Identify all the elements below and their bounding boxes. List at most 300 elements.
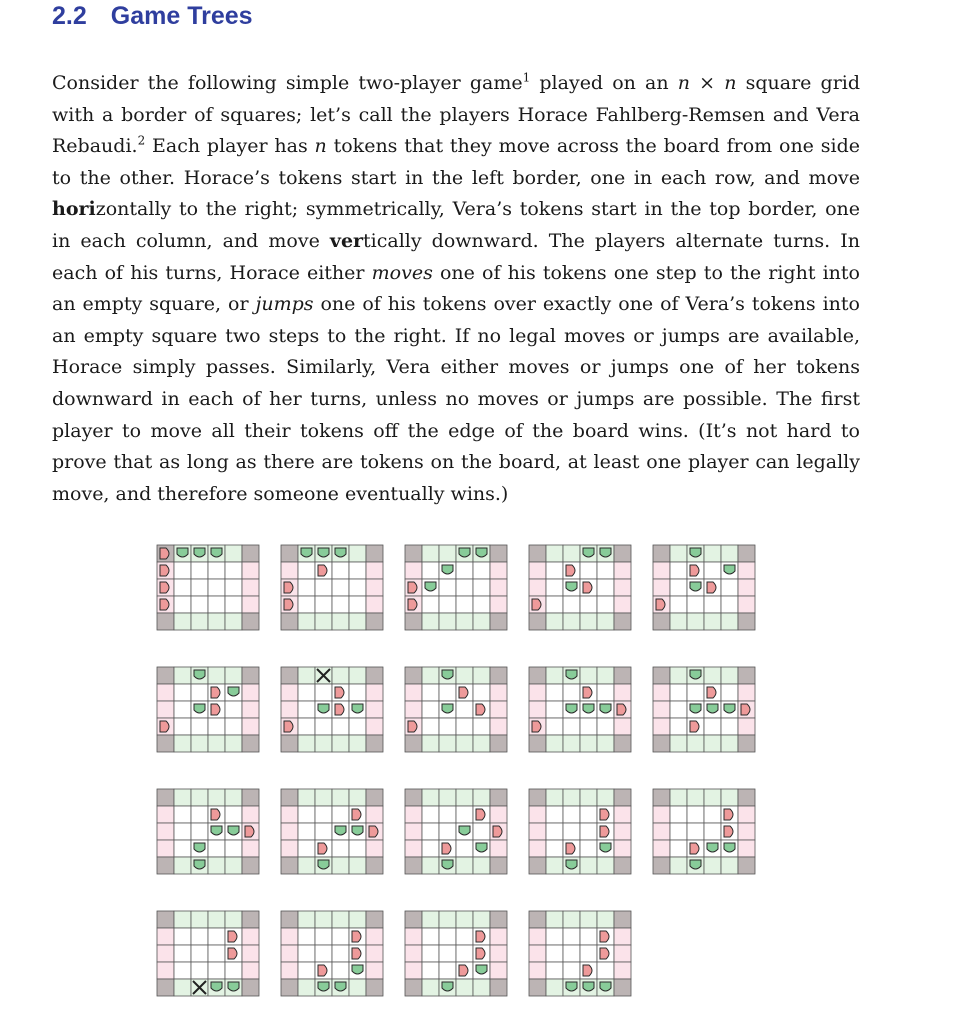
- board-cell: [174, 667, 191, 684]
- board-cell: [490, 701, 507, 718]
- horace-token: [284, 721, 293, 732]
- board-cell: [704, 735, 721, 752]
- board-cell: [208, 840, 225, 857]
- board-cell: [298, 789, 315, 806]
- board-cell: [157, 911, 174, 928]
- board-cell: [563, 928, 580, 945]
- board-cell: [174, 806, 191, 823]
- board-cell: [405, 962, 422, 979]
- board-cell: [225, 579, 242, 596]
- board-cell: [281, 613, 298, 630]
- board-cell: [529, 857, 546, 874]
- vera-token: [228, 982, 239, 991]
- horace-token: [690, 565, 699, 576]
- board-cell: [208, 562, 225, 579]
- vera-token: [690, 860, 701, 869]
- board-cell: [473, 735, 490, 752]
- board-cell: [281, 857, 298, 874]
- board-cell: [473, 562, 490, 579]
- board-cell: [597, 596, 614, 613]
- board-cell: [738, 857, 755, 874]
- board-cell: [614, 928, 631, 945]
- vera-token: [600, 548, 611, 557]
- game-board: [529, 911, 631, 996]
- vera-token: [228, 687, 239, 696]
- board-cell: [738, 579, 755, 596]
- vera-token: [724, 704, 735, 713]
- board-cell: [563, 718, 580, 735]
- board-cell: [614, 684, 631, 701]
- board-cell: [366, 718, 383, 735]
- board-cell: [721, 613, 738, 630]
- board-cell: [529, 613, 546, 630]
- board-cell: [281, 928, 298, 945]
- board-cell: [490, 579, 507, 596]
- board-cell: [281, 562, 298, 579]
- paragraph-run: Each player has: [145, 135, 315, 158]
- horace-token: [408, 599, 417, 610]
- board-cell: [456, 979, 473, 996]
- board-cell: [349, 579, 366, 596]
- board-cell: [580, 823, 597, 840]
- board-cell: [546, 562, 563, 579]
- board-cell: [670, 579, 687, 596]
- board-cell: [174, 596, 191, 613]
- board-cell: [456, 911, 473, 928]
- board-cell: [366, 789, 383, 806]
- board-cell: [422, 840, 439, 857]
- board-cell: [298, 718, 315, 735]
- game-board: [405, 789, 507, 874]
- board-cell: [191, 823, 208, 840]
- board-cell: [422, 718, 439, 735]
- board-cell: [546, 806, 563, 823]
- board-cell: [225, 857, 242, 874]
- vera-token: [690, 704, 701, 713]
- board-cell: [174, 684, 191, 701]
- board-cell: [670, 735, 687, 752]
- board-cell: [281, 684, 298, 701]
- board-cell: [687, 735, 704, 752]
- vera-token: [318, 704, 329, 713]
- vera-token: [600, 704, 611, 713]
- game-board: [653, 789, 755, 874]
- board-cell: [563, 789, 580, 806]
- board-cell: [157, 684, 174, 701]
- board-cell: [225, 562, 242, 579]
- board-cell: [174, 962, 191, 979]
- horace-token: [583, 965, 592, 976]
- board-cell: [157, 613, 174, 630]
- board-cell: [653, 545, 670, 562]
- board-cell: [191, 596, 208, 613]
- board-cell: [614, 962, 631, 979]
- board-cell: [157, 928, 174, 945]
- board-cell: [439, 579, 456, 596]
- board-cell: [529, 667, 546, 684]
- board-cell: [546, 684, 563, 701]
- board-cell: [738, 840, 755, 857]
- game-board: [281, 667, 383, 752]
- board-cell: [473, 596, 490, 613]
- vera-token: [476, 965, 487, 974]
- board-cell: [191, 928, 208, 945]
- board-cell: [208, 789, 225, 806]
- board-cell: [422, 562, 439, 579]
- board-cell: [191, 613, 208, 630]
- horace-token: [707, 687, 716, 698]
- footnote-mark: 2: [137, 133, 146, 148]
- board-cell: [529, 840, 546, 857]
- horace-token: [211, 687, 220, 698]
- board-cell: [191, 962, 208, 979]
- vera-token: [318, 548, 329, 557]
- board-cell: [439, 684, 456, 701]
- game-board: [405, 667, 507, 752]
- game-board: [653, 667, 755, 752]
- board-cell: [704, 667, 721, 684]
- section-number: 2.2: [52, 2, 87, 30]
- vera-token: [690, 548, 701, 557]
- board-cell: [191, 789, 208, 806]
- board-cell: [332, 579, 349, 596]
- board-cell: [439, 789, 456, 806]
- horace-token: [600, 931, 609, 942]
- board-cell: [546, 667, 563, 684]
- board-cell: [738, 806, 755, 823]
- board-cell: [405, 613, 422, 630]
- board-cell: [405, 806, 422, 823]
- board-cell: [281, 789, 298, 806]
- vera-token: [442, 982, 453, 991]
- board-cell: [529, 823, 546, 840]
- board-cell: [490, 667, 507, 684]
- vera-token: [352, 965, 363, 974]
- board-cell: [366, 962, 383, 979]
- board-cell: [225, 840, 242, 857]
- board-cell: [490, 945, 507, 962]
- board-cell: [422, 613, 439, 630]
- board-cell: [580, 735, 597, 752]
- board-cell: [191, 579, 208, 596]
- board-cell: [597, 667, 614, 684]
- horace-token: [228, 931, 237, 942]
- board-cell: [281, 840, 298, 857]
- board-cell: [738, 667, 755, 684]
- board-cell: [439, 962, 456, 979]
- board-cell: [439, 806, 456, 823]
- board-cell: [490, 718, 507, 735]
- board-cell: [281, 667, 298, 684]
- vera-token: [211, 982, 222, 991]
- board-cell: [225, 667, 242, 684]
- board-cell: [315, 684, 332, 701]
- board-cell: [456, 596, 473, 613]
- paragraph-run: tokens that they move across the board from one side to the other. Horace’s tokens start in the left border, one in each row, and move: [52, 135, 860, 189]
- board-cell: [281, 979, 298, 996]
- vera-token: [301, 548, 312, 557]
- board-cell: [191, 735, 208, 752]
- board-cell: [439, 928, 456, 945]
- game-board: [157, 667, 259, 752]
- paragraph-run: ×: [690, 72, 725, 94]
- board-cell: [546, 579, 563, 596]
- horace-token: [493, 826, 502, 837]
- board-cell: [670, 596, 687, 613]
- board-cell: [366, 545, 383, 562]
- board-cell: [225, 596, 242, 613]
- vera-token: [583, 548, 594, 557]
- board-cell: [653, 789, 670, 806]
- vera-token: [690, 582, 701, 591]
- board-cell: [490, 962, 507, 979]
- board-cell: [298, 562, 315, 579]
- board-cell: [242, 928, 259, 945]
- board-cell: [349, 911, 366, 928]
- horace-token: [352, 948, 361, 959]
- board-cell: [546, 701, 563, 718]
- footnote-mark: 1: [522, 70, 531, 85]
- vera-token: [194, 548, 205, 557]
- board-cell: [157, 806, 174, 823]
- board-cell: [490, 613, 507, 630]
- vera-token: [442, 565, 453, 574]
- board-cell: [546, 789, 563, 806]
- board-cell: [242, 613, 259, 630]
- board-cell: [366, 684, 383, 701]
- board-cell: [653, 562, 670, 579]
- board-cell: [687, 806, 704, 823]
- board-cell: [653, 701, 670, 718]
- board-cell: [546, 857, 563, 874]
- board-cell: [456, 613, 473, 630]
- board-cell: [529, 806, 546, 823]
- horace-token: [600, 826, 609, 837]
- board-cell: [614, 596, 631, 613]
- board-cell: [422, 823, 439, 840]
- board-cell: [366, 579, 383, 596]
- board-cell: [704, 857, 721, 874]
- horace-token: [690, 721, 699, 732]
- game-board: [529, 667, 631, 752]
- board-cell: [174, 562, 191, 579]
- vera-token: [566, 582, 577, 591]
- board-cell: [563, 962, 580, 979]
- board-cell: [191, 806, 208, 823]
- board-cell: [704, 545, 721, 562]
- horace-token: [617, 704, 626, 715]
- board-cell: [208, 945, 225, 962]
- board-cell: [614, 979, 631, 996]
- board-cell: [332, 911, 349, 928]
- board-cell: [174, 928, 191, 945]
- board-cell: [349, 545, 366, 562]
- paragraph-run: zontally to the right; symmetrically, Vera’s tokens start in the top border, one in each column, and move: [52, 198, 860, 252]
- board-cell: [315, 613, 332, 630]
- horace-token: [318, 565, 327, 576]
- board-cell: [704, 718, 721, 735]
- board-cell: [490, 735, 507, 752]
- horace-token: [284, 582, 293, 593]
- board-cell: [298, 596, 315, 613]
- horace-token: [442, 843, 451, 854]
- board-cell: [349, 979, 366, 996]
- horace-token: [583, 582, 592, 593]
- board-cell: [614, 718, 631, 735]
- horace-token: [566, 843, 575, 854]
- board-cell: [439, 911, 456, 928]
- board-cell: [614, 857, 631, 874]
- board-cell: [405, 789, 422, 806]
- board-cell: [242, 735, 259, 752]
- board-cell: [208, 596, 225, 613]
- board-cell: [653, 840, 670, 857]
- board-cell: [422, 857, 439, 874]
- board-cell: [597, 789, 614, 806]
- board-cell: [614, 613, 631, 630]
- board-cell: [298, 911, 315, 928]
- board-cell: [546, 979, 563, 996]
- board-cell: [298, 806, 315, 823]
- horace-token: [318, 843, 327, 854]
- board-cell: [670, 613, 687, 630]
- vera-token: [566, 670, 577, 679]
- board-cell: [653, 684, 670, 701]
- board-cell: [332, 806, 349, 823]
- board-cell: [580, 667, 597, 684]
- board-cell: [687, 789, 704, 806]
- vera-token: [707, 843, 718, 852]
- board-cell: [349, 613, 366, 630]
- board-cell: [174, 911, 191, 928]
- board-cell: [563, 684, 580, 701]
- board-cell: [174, 735, 191, 752]
- board-cell: [281, 823, 298, 840]
- board-cell: [242, 857, 259, 874]
- paragraph-run: jumps: [255, 293, 314, 316]
- board-cell: [721, 667, 738, 684]
- board-cell: [349, 789, 366, 806]
- horace-token: [690, 843, 699, 854]
- board-cell: [456, 667, 473, 684]
- game-board: [281, 911, 383, 996]
- board-cell: [614, 789, 631, 806]
- board-cell: [422, 735, 439, 752]
- horace-token: [583, 687, 592, 698]
- board-cell: [191, 911, 208, 928]
- horace-token: [284, 599, 293, 610]
- vera-token: [425, 582, 436, 591]
- board-cell: [546, 545, 563, 562]
- board-cell: [490, 789, 507, 806]
- board-cell: [332, 667, 349, 684]
- board-cell: [298, 857, 315, 874]
- board-cell: [242, 840, 259, 857]
- board-cell: [721, 857, 738, 874]
- board-cell: [242, 596, 259, 613]
- board-cell: [174, 979, 191, 996]
- board-cell: [687, 823, 704, 840]
- board-cell: [174, 857, 191, 874]
- board-cell: [157, 701, 174, 718]
- board-cell: [208, 735, 225, 752]
- board-cell: [597, 718, 614, 735]
- vera-token: [566, 982, 577, 991]
- board-cell: [332, 735, 349, 752]
- board-cell: [456, 789, 473, 806]
- board-cell: [405, 945, 422, 962]
- board-cell: [580, 789, 597, 806]
- board-cell: [529, 684, 546, 701]
- board-cell: [456, 840, 473, 857]
- board-cell: [281, 545, 298, 562]
- board-cell: [614, 735, 631, 752]
- board-cell: [298, 823, 315, 840]
- board-cell: [529, 962, 546, 979]
- board-cell: [614, 840, 631, 857]
- vera-token: [476, 548, 487, 557]
- board-cell: [704, 806, 721, 823]
- board-cell: [225, 613, 242, 630]
- board-cell: [490, 857, 507, 874]
- board-cell: [191, 718, 208, 735]
- board-cell: [597, 562, 614, 579]
- board-cell: [529, 579, 546, 596]
- board-cell: [546, 840, 563, 857]
- board-cell: [349, 718, 366, 735]
- vera-token: [566, 860, 577, 869]
- paragraph-run: hori: [52, 198, 96, 221]
- vera-token: [211, 826, 222, 835]
- board-cell: [315, 789, 332, 806]
- board-cell: [580, 857, 597, 874]
- board-cell: [490, 840, 507, 857]
- board-cell: [191, 684, 208, 701]
- board-cell: [332, 840, 349, 857]
- vera-token: [442, 704, 453, 713]
- board-cell: [208, 579, 225, 596]
- board-cell: [298, 735, 315, 752]
- horace-token: [476, 704, 485, 715]
- board-cell: [225, 911, 242, 928]
- board-cell: [332, 928, 349, 945]
- board-cell: [366, 928, 383, 945]
- board-cell: [242, 684, 259, 701]
- board-cell: [704, 613, 721, 630]
- horace-token: [724, 809, 733, 820]
- board-cell: [366, 979, 383, 996]
- board-cell: [298, 613, 315, 630]
- board-cell: [529, 789, 546, 806]
- board-cell: [563, 613, 580, 630]
- board-cell: [242, 979, 259, 996]
- horace-token: [459, 965, 468, 976]
- board-cell: [157, 945, 174, 962]
- board-cell: [597, 579, 614, 596]
- board-cell: [721, 735, 738, 752]
- board-cell: [653, 667, 670, 684]
- board-cell: [721, 579, 738, 596]
- board-cell: [563, 545, 580, 562]
- board-cell: [157, 857, 174, 874]
- board-cell: [614, 579, 631, 596]
- board-cell: [738, 613, 755, 630]
- vera-token: [352, 704, 363, 713]
- vera-token: [194, 860, 205, 869]
- paragraph-run: square grid with a border of squares; let’s call the players Horace Fahlberg-Remsen and Vera Rebaudi.: [52, 72, 861, 158]
- board-cell: [157, 840, 174, 857]
- horace-token: [160, 582, 169, 593]
